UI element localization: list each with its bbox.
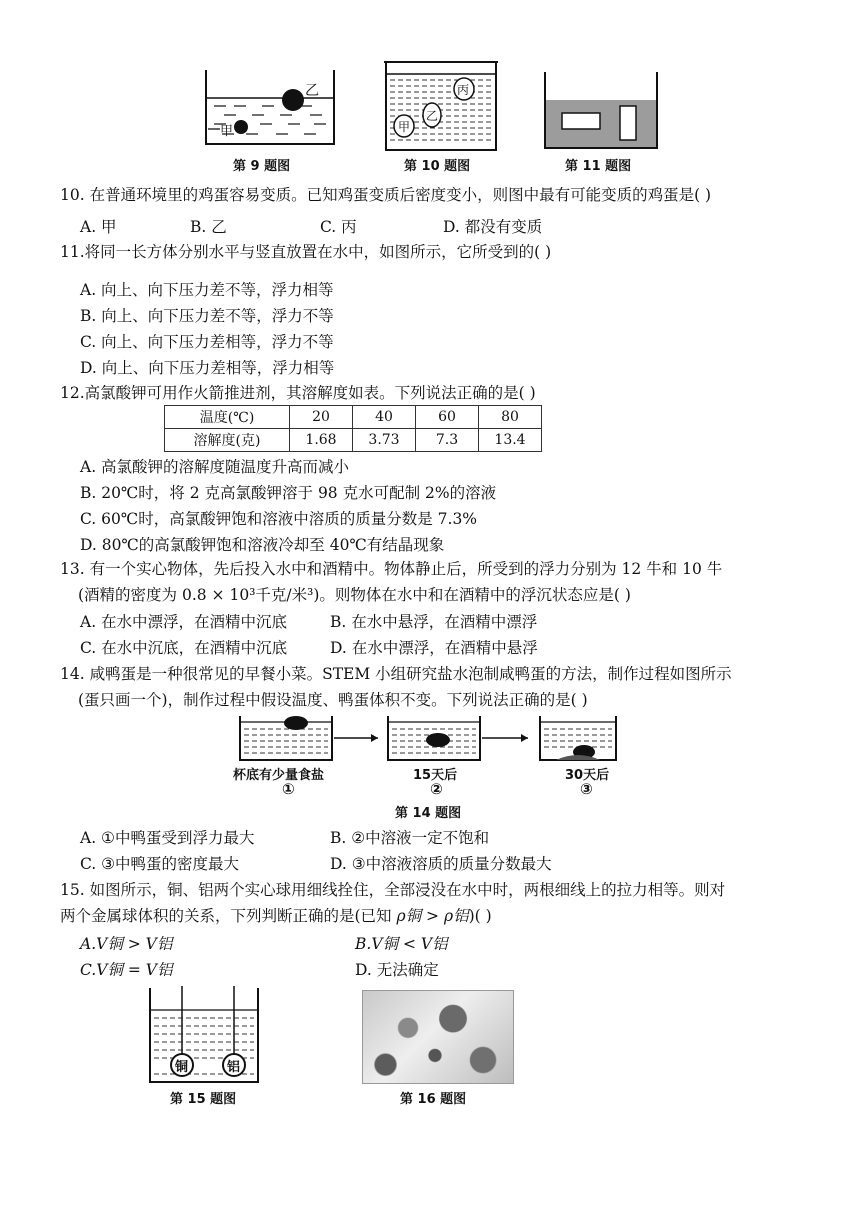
fig16-photo xyxy=(362,990,514,1084)
fig11-caption: 第 11 题图 xyxy=(565,159,632,174)
q12-option-d: D. 80℃的高氯酸钾饱和溶液冷却至 40℃有结晶现象 xyxy=(80,536,445,554)
q15-option-d: D. 无法确定 xyxy=(355,961,439,979)
q14-option-c: C. ③中鸭蛋的密度最大 xyxy=(80,855,240,873)
q10-option-d: D. 都没有变质 xyxy=(443,218,543,236)
table-cell: 40 xyxy=(353,406,416,429)
table-cell: 60 xyxy=(416,406,479,429)
fig16-caption: 第 16 题图 xyxy=(400,1092,467,1107)
fig10-label-yi: 乙 xyxy=(426,109,439,123)
fig10-caption: 第 10 题图 xyxy=(404,159,471,174)
fig14-step3-text: 30天后 xyxy=(565,768,610,783)
q14-option-a: A. ①中鸭蛋受到浮力最大 xyxy=(80,829,255,847)
fig14-process xyxy=(238,714,618,762)
fig14-step2-num: ② xyxy=(430,780,443,798)
q13-stem-line1: 13. 有一个实心物体，先后投入水中和酒精中。物体静止后，所受到的浮力分别为 12 牛和 10 牛 xyxy=(60,560,723,578)
table-cell: 3.73 xyxy=(353,429,416,452)
block-horizontal xyxy=(562,113,600,129)
q13-option-c: C. 在水中沉底，在酒精中沉底 xyxy=(80,639,288,657)
fig10-label-jia: 甲 xyxy=(398,120,411,134)
fig15-label-al: 铝 xyxy=(227,1060,241,1075)
q12-stem: 12.高氯酸钾可用作火箭推进剂，其溶解度如表。下列说法正确的是( ) xyxy=(60,384,536,402)
fig9-label-jia: 甲 xyxy=(220,124,234,139)
fig14-beaker-1 xyxy=(240,716,332,760)
q15-stem-line1: 15. 如图所示，铜、铝两个实心球用细线拴住，全部浸没在水中时，两根细线上的拉力相等。则对 xyxy=(60,881,726,899)
fig14-step1-num: ① xyxy=(282,780,295,798)
q13-stem-line2: (酒精的密度为 0.8 × 10³千克/米³)。则物体在水中和在酒精中的浮沉状态应是( ) xyxy=(78,586,631,604)
q12-option-c: C. 60℃时，高氯酸钾饱和溶液中溶质的质量分数是 7.3% xyxy=(80,510,478,528)
fig14-step3-num: ③ xyxy=(580,780,593,798)
fig10-beaker xyxy=(382,60,500,152)
q14-option-b: B. ②中溶液一定不饱和 xyxy=(330,829,490,847)
fig14-beaker-2 xyxy=(388,716,480,760)
q12-option-a: A. 高氯酸钾的溶解度随温度升高而减小 xyxy=(80,458,350,476)
q11-stem: 11.将同一长方体分别水平与竖直放置在水中，如图所示，它所受到的( ) xyxy=(60,243,552,261)
q11-option-d: D. 向上、向下压力差相等，浮力相等 xyxy=(80,359,335,377)
fig9-caption: 第 9 题图 xyxy=(233,159,291,174)
fig9-label-yi: 乙 xyxy=(305,83,319,99)
fig14-step1-text: 杯底有少量食盐 xyxy=(233,768,325,783)
q15-option-c: C.V铜 = V铝 xyxy=(80,961,173,979)
q11-option-b: B. 向上、向下压力差不等，浮力不等 xyxy=(80,307,334,325)
q14-stem-line2: (蛋只画一个)，制作过程中假设温度、鸭蛋体积不变。下列说法正确的是( ) xyxy=(78,691,588,709)
solubility-table xyxy=(164,405,542,452)
q11-option-c: C. 向上、向下压力差相等，浮力不等 xyxy=(80,333,334,351)
table-row xyxy=(165,429,542,452)
table-cell: 7.3 xyxy=(416,429,479,452)
table-cell: 13.4 xyxy=(479,429,542,452)
density-relation: ρ铜 > ρ铝 xyxy=(396,907,469,925)
fig15-label-cu: 铜 xyxy=(175,1060,189,1075)
table-cell: 20 xyxy=(290,406,353,429)
table-row xyxy=(165,406,542,429)
q13-option-d: D. 在水中漂浮，在酒精中悬浮 xyxy=(330,639,538,657)
q10-option-a: A. 甲 xyxy=(80,218,117,236)
table-header-cell: 温度(℃) xyxy=(165,406,290,429)
q10-option-b: B. 乙 xyxy=(190,218,227,236)
table-cell: 80 xyxy=(479,406,542,429)
q15-stem-line2: 两个金属球体积的关系，下列判断正确的是(已知 ρ铜 > ρ铝)( ) xyxy=(60,907,492,925)
egg-yi xyxy=(282,89,304,111)
q10-option-c: C. 丙 xyxy=(320,218,357,236)
q12-option-b: B. 20℃时，将 2 克高氯酸钾溶于 98 克水可配制 2%的溶液 xyxy=(80,484,497,502)
fig11-beaker xyxy=(540,70,662,152)
density-formula: 0.8 × 10³千克/米³ xyxy=(181,586,314,604)
fig14-beaker-3 xyxy=(540,716,616,760)
fig10-label-bing: 丙 xyxy=(457,83,470,97)
q13-option-b: B. 在水中悬浮，在酒精中漂浮 xyxy=(330,613,538,631)
q13-option-a: A. 在水中漂浮，在酒精中沉底 xyxy=(80,613,288,631)
q15-option-a: A.V铜 > V铝 xyxy=(80,935,173,953)
q10-stem: 10. 在普通环境里的鸡蛋容易变质。已知鸡蛋变质后密度变小，则图中最有可能变质的鸡蛋是( ) xyxy=(60,186,712,204)
q15-option-b: B.V铜 < V铝 xyxy=(355,935,448,953)
fig14-caption: 第 14 题图 xyxy=(395,806,462,821)
q11-option-a: A. 向上、向下压力差不等，浮力相等 xyxy=(80,281,334,299)
egg-jia xyxy=(234,120,248,134)
q14-option-d: D. ③中溶液溶质的质量分数最大 xyxy=(330,855,552,873)
table-cell: 1.68 xyxy=(290,429,353,452)
fig15-caption: 第 15 题图 xyxy=(170,1092,237,1107)
fig14-step2-text: 15天后 xyxy=(413,768,458,783)
fig15-beaker xyxy=(148,986,260,1086)
table-header-cell: 溶解度(克) xyxy=(165,429,290,452)
q14-stem-line1: 14. 咸鸭蛋是一种很常见的早餐小菜。STEM 小组研究盐水泡制咸鸭蛋的方法，制作过程如图所示 xyxy=(60,665,732,683)
block-vertical xyxy=(620,106,636,140)
